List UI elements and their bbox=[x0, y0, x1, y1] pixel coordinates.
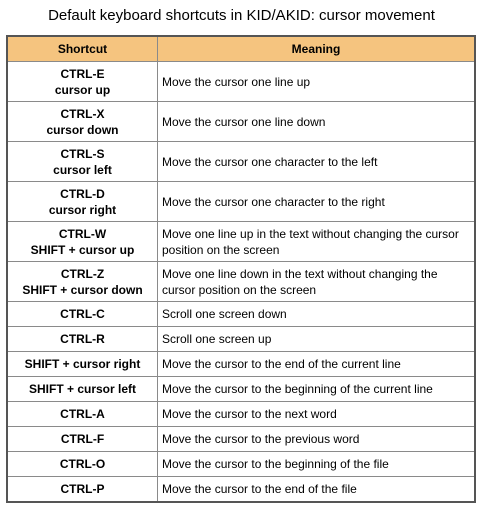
meaning-text: cursor position on the screen bbox=[162, 282, 317, 297]
shortcut-cell bbox=[7, 62, 158, 102]
table-body bbox=[7, 62, 475, 503]
meaning-cell bbox=[158, 222, 476, 262]
meaning-text: Move the cursor one line down bbox=[162, 114, 326, 129]
meaning-text: Scroll one screen down bbox=[162, 307, 287, 321]
shortcut-key-text: cursor right bbox=[48, 202, 117, 217]
table-header-row bbox=[7, 36, 475, 62]
meaning-text: Move the cursor to the next word bbox=[162, 407, 337, 421]
meaning-text: Move the cursor to the end of the file bbox=[162, 482, 357, 496]
shortcut-key-text: cursor down bbox=[46, 122, 119, 137]
shortcut-cell bbox=[7, 427, 158, 452]
shortcut-key-text: cursor up bbox=[54, 82, 111, 97]
meaning-text: Move the cursor one character to the left bbox=[162, 154, 378, 169]
table-row bbox=[7, 262, 475, 302]
table-row bbox=[7, 102, 475, 142]
shortcut-key-text: CTRL-E bbox=[60, 66, 105, 81]
table-row bbox=[7, 427, 475, 452]
shortcut-key-text: CTRL-D bbox=[60, 186, 105, 201]
meaning-cell bbox=[158, 302, 476, 327]
shortcut-cell bbox=[7, 222, 158, 262]
shortcut-key-text: CTRL-Z bbox=[60, 266, 105, 281]
meaning-cell bbox=[158, 352, 476, 377]
column-header-meaning: Meaning bbox=[158, 36, 476, 62]
meaning-text: Move the cursor one character to the right bbox=[162, 194, 385, 209]
shortcut-key-text: CTRL-R bbox=[60, 332, 105, 346]
shortcut-cell bbox=[7, 102, 158, 142]
meaning-cell bbox=[158, 102, 476, 142]
meaning-cell bbox=[158, 62, 476, 102]
shortcut-key-text: SHIFT + cursor up bbox=[30, 242, 135, 257]
shortcut-key-text: CTRL-C bbox=[60, 307, 105, 321]
shortcut-cell bbox=[7, 402, 158, 427]
shortcut-key-text: CTRL-P bbox=[60, 482, 105, 496]
meaning-cell bbox=[158, 477, 476, 503]
shortcut-cell bbox=[7, 302, 158, 327]
shortcut-key-text: SHIFT + cursor left bbox=[28, 382, 137, 396]
table-row bbox=[7, 302, 475, 327]
table-row bbox=[7, 402, 475, 427]
table-row bbox=[7, 327, 475, 352]
meaning-text: Move the cursor to the previous word bbox=[162, 432, 360, 446]
shortcut-cell bbox=[7, 352, 158, 377]
shortcuts-table bbox=[6, 35, 476, 503]
meaning-cell bbox=[158, 142, 476, 182]
shortcut-cell bbox=[7, 452, 158, 477]
shortcut-key-text: CTRL-W bbox=[58, 226, 107, 241]
meaning-text: Move the cursor one line up bbox=[162, 74, 311, 89]
meaning-cell bbox=[158, 327, 476, 352]
shortcut-key-text: SHIFT + cursor right bbox=[24, 357, 141, 371]
table-row bbox=[7, 222, 475, 262]
column-header-shortcut: Shortcut bbox=[7, 36, 158, 62]
meaning-text: Move the cursor to the beginning of the file bbox=[162, 457, 389, 471]
meaning-text: Move one line up in the text without changing the cursor bbox=[162, 226, 459, 241]
meaning-text: Move the cursor to the end of the current line bbox=[162, 357, 401, 371]
meaning-text: Move one line down in the text without changing the bbox=[162, 266, 438, 281]
shortcut-cell bbox=[7, 182, 158, 222]
shortcut-key-text: CTRL-F bbox=[60, 432, 105, 446]
shortcut-key-text: CTRL-S bbox=[60, 146, 105, 161]
shortcut-cell bbox=[7, 142, 158, 182]
shortcut-cell bbox=[7, 377, 158, 402]
shortcut-key-text: CTRL-O bbox=[59, 457, 106, 471]
shortcut-key-text: SHIFT + cursor down bbox=[22, 282, 143, 297]
shortcut-key-text: CTRL-X bbox=[60, 106, 105, 121]
table-row bbox=[7, 477, 475, 503]
meaning-text: position on the screen bbox=[162, 242, 280, 257]
meaning-cell bbox=[158, 182, 476, 222]
meaning-cell bbox=[158, 427, 476, 452]
table-row bbox=[7, 182, 475, 222]
shortcut-key-text: CTRL-A bbox=[60, 407, 105, 421]
meaning-text: Move the cursor to the beginning of the current line bbox=[162, 382, 433, 396]
meaning-cell bbox=[158, 402, 476, 427]
shortcut-key-text: cursor left bbox=[53, 162, 112, 177]
shortcut-cell bbox=[7, 262, 158, 302]
meaning-cell bbox=[158, 377, 476, 402]
table-row bbox=[7, 142, 475, 182]
table-row bbox=[7, 352, 475, 377]
table-row bbox=[7, 452, 475, 477]
meaning-text: Scroll one screen up bbox=[162, 332, 272, 346]
meaning-cell bbox=[158, 452, 476, 477]
table-row bbox=[7, 62, 475, 102]
shortcut-cell bbox=[7, 327, 158, 352]
page-title: Default keyboard shortcuts in KID/AKID: cursor movement bbox=[48, 7, 435, 24]
meaning-cell bbox=[158, 262, 476, 302]
shortcut-cell bbox=[7, 477, 158, 503]
table-row bbox=[7, 377, 475, 402]
